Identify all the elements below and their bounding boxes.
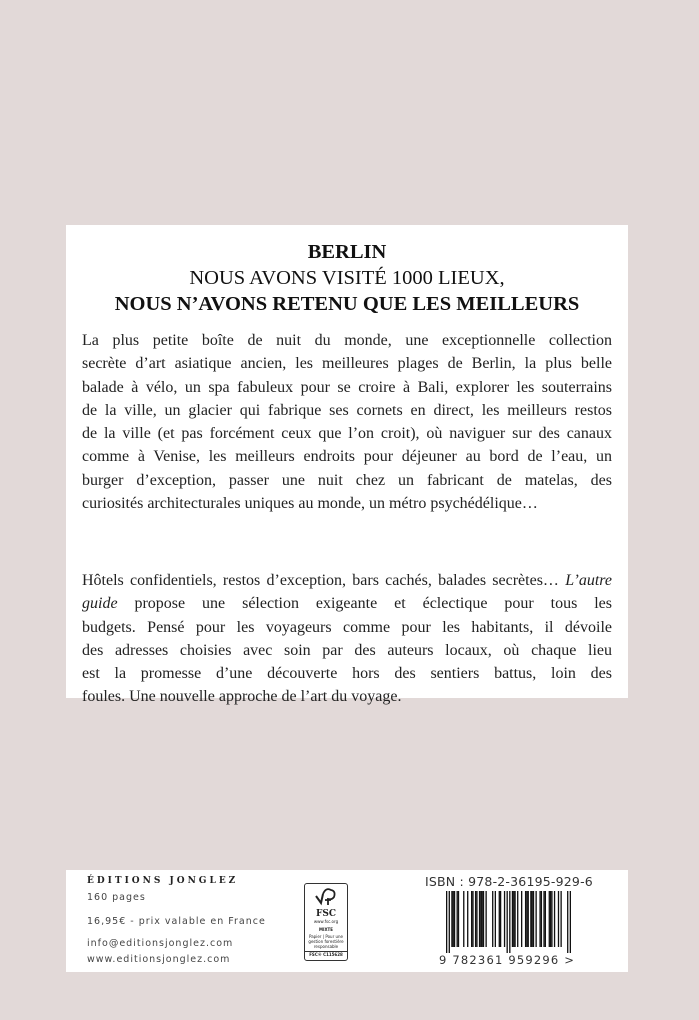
barcode-bar bbox=[495, 891, 496, 947]
barcode-bar bbox=[533, 891, 534, 947]
barcode-bar bbox=[499, 891, 500, 947]
text-line: comme à Venise, les meilleurs endroits pour déjeuner au bord de l’eau, un bbox=[82, 448, 612, 466]
barcode-bar bbox=[509, 891, 510, 953]
text-line bbox=[82, 592, 612, 615]
text-line: de la ville, un glacier qui fabrique ses cornets en direct, les meilleurs restos bbox=[82, 401, 612, 419]
barcode-bar bbox=[513, 891, 514, 947]
barcode-bar bbox=[482, 891, 483, 947]
barcode-bar bbox=[453, 891, 454, 947]
tagline-line-2: NOUS N’AVONS RETENU QUE LES MEILLEURS bbox=[114, 293, 580, 315]
fsc-mix: MIXTE bbox=[318, 927, 333, 932]
barcode-bar bbox=[541, 891, 542, 947]
text-line: de la ville (et pas forcément ceux que l’on croit), où naviguer sur des canaux bbox=[82, 425, 612, 443]
barcode-bar bbox=[567, 891, 568, 953]
barcode-bar bbox=[504, 891, 505, 947]
barcode-bar bbox=[472, 891, 473, 947]
fsc-label: FSC bbox=[315, 909, 337, 919]
barcode-bar bbox=[551, 891, 552, 947]
barcode-bar bbox=[449, 891, 450, 953]
text-line: burger d’exception, passer une nuit chez un fabricant de matelas, des bbox=[82, 471, 612, 489]
barcode-bar bbox=[560, 891, 561, 947]
barcode-bar bbox=[539, 891, 540, 947]
italic-title: L’autre bbox=[565, 572, 612, 589]
barcode-bar bbox=[554, 891, 555, 947]
email: info@editionsjonglez.com bbox=[87, 938, 234, 949]
price: 16,95€ - prix valable en France bbox=[87, 916, 266, 927]
barcode-bar bbox=[549, 891, 550, 947]
fsc-code: FSC® C115628 bbox=[305, 951, 347, 957]
barcode-bar bbox=[525, 891, 526, 947]
barcode-bar bbox=[507, 891, 508, 953]
barcode bbox=[446, 891, 571, 953]
barcode-bar bbox=[467, 891, 468, 947]
barcode-bar bbox=[479, 891, 480, 947]
barcode-bar bbox=[457, 891, 458, 947]
barcode-bar bbox=[492, 891, 493, 947]
publisher-info-strip bbox=[66, 870, 628, 972]
website: www.editionsjonglez.com bbox=[87, 954, 231, 965]
italic-title: guide bbox=[82, 595, 118, 613]
barcode-bar bbox=[454, 891, 455, 947]
text: propose une sélection exigeante et éclectique pour tous les bbox=[117, 595, 612, 613]
tagline-line-1: NOUS AVONS VISITÉ 1000 LIEUX, bbox=[189, 267, 505, 289]
barcode-bar bbox=[480, 891, 481, 947]
barcode-bar bbox=[514, 891, 515, 947]
text-line: est la promesse d’une découverte hors des sentiers battus, loin des bbox=[82, 665, 612, 683]
barcode-bar bbox=[545, 891, 546, 947]
barcode-bar bbox=[485, 891, 486, 947]
fsc-logo bbox=[304, 883, 348, 961]
text-line: balade à vélo, un spa fabuleux pour se croire à Bali, explorer les souterrains bbox=[82, 378, 612, 396]
barcode-bar bbox=[475, 891, 476, 947]
barcode-bar bbox=[471, 891, 472, 947]
barcode-bar bbox=[483, 891, 484, 947]
barcode-bar bbox=[530, 891, 531, 947]
fsc-desc: Papier | Pour une gestion forestière responsable bbox=[308, 934, 344, 949]
text-line: La plus petite boîte de nuit du monde, une exceptionnelle collection bbox=[82, 332, 612, 349]
text-line: secrète d’art asiatique ancien, les meilleures plages de Berlin, la plus belle bbox=[82, 355, 612, 373]
barcode-bar bbox=[446, 891, 447, 953]
tree-check-icon bbox=[313, 886, 339, 908]
barcode-bar bbox=[458, 891, 459, 947]
text-line bbox=[82, 569, 612, 592]
back-cover-text-box bbox=[66, 225, 628, 706]
barcode-bar bbox=[532, 891, 533, 947]
barcode-bar bbox=[512, 891, 513, 947]
barcode-bar bbox=[521, 891, 522, 947]
barcode-bar bbox=[463, 891, 464, 947]
description-paragraph-2 bbox=[82, 569, 612, 709]
barcode-bar bbox=[517, 891, 518, 947]
isbn: ISBN : 978-2-36195-929-6 bbox=[425, 874, 593, 889]
barcode-bar bbox=[528, 891, 529, 947]
barcode-bar bbox=[500, 891, 501, 947]
barcode-bar bbox=[550, 891, 551, 947]
publisher-name: ÉDITIONS JONGLEZ bbox=[87, 876, 239, 886]
barcode-bar bbox=[543, 891, 544, 947]
text-line: budgets. Pensé pour les voyageurs comme pour les habitants, il dévoile bbox=[82, 618, 612, 636]
barcode-bar bbox=[451, 891, 452, 947]
barcode-bar bbox=[558, 891, 559, 947]
barcode-bar bbox=[570, 891, 571, 953]
text-line: foules. Une nouvelle approche de l’art du voyage. bbox=[82, 688, 402, 706]
barcode-bar bbox=[535, 891, 536, 947]
text-line: des adresses choisies avec soin par des auteurs locaux, où chaque lieu bbox=[82, 641, 612, 659]
barcode-bar bbox=[526, 891, 527, 947]
text-line: curiosités architecturales uniques au monde, un métro psychédélique… bbox=[82, 495, 538, 513]
barcode-bar bbox=[476, 891, 477, 947]
text: Hôtels confidentiels, restos d’exception, bars cachés, balades secrètes… bbox=[82, 572, 566, 589]
title-block bbox=[66, 239, 628, 317]
barcode-digits: 9 782361 959296 > bbox=[439, 953, 576, 967]
fsc-site: www.fsc.org bbox=[313, 919, 339, 924]
page-count: 160 pages bbox=[87, 892, 146, 903]
city-title: BERLIN bbox=[307, 241, 387, 263]
description-paragraph-1 bbox=[82, 329, 612, 515]
